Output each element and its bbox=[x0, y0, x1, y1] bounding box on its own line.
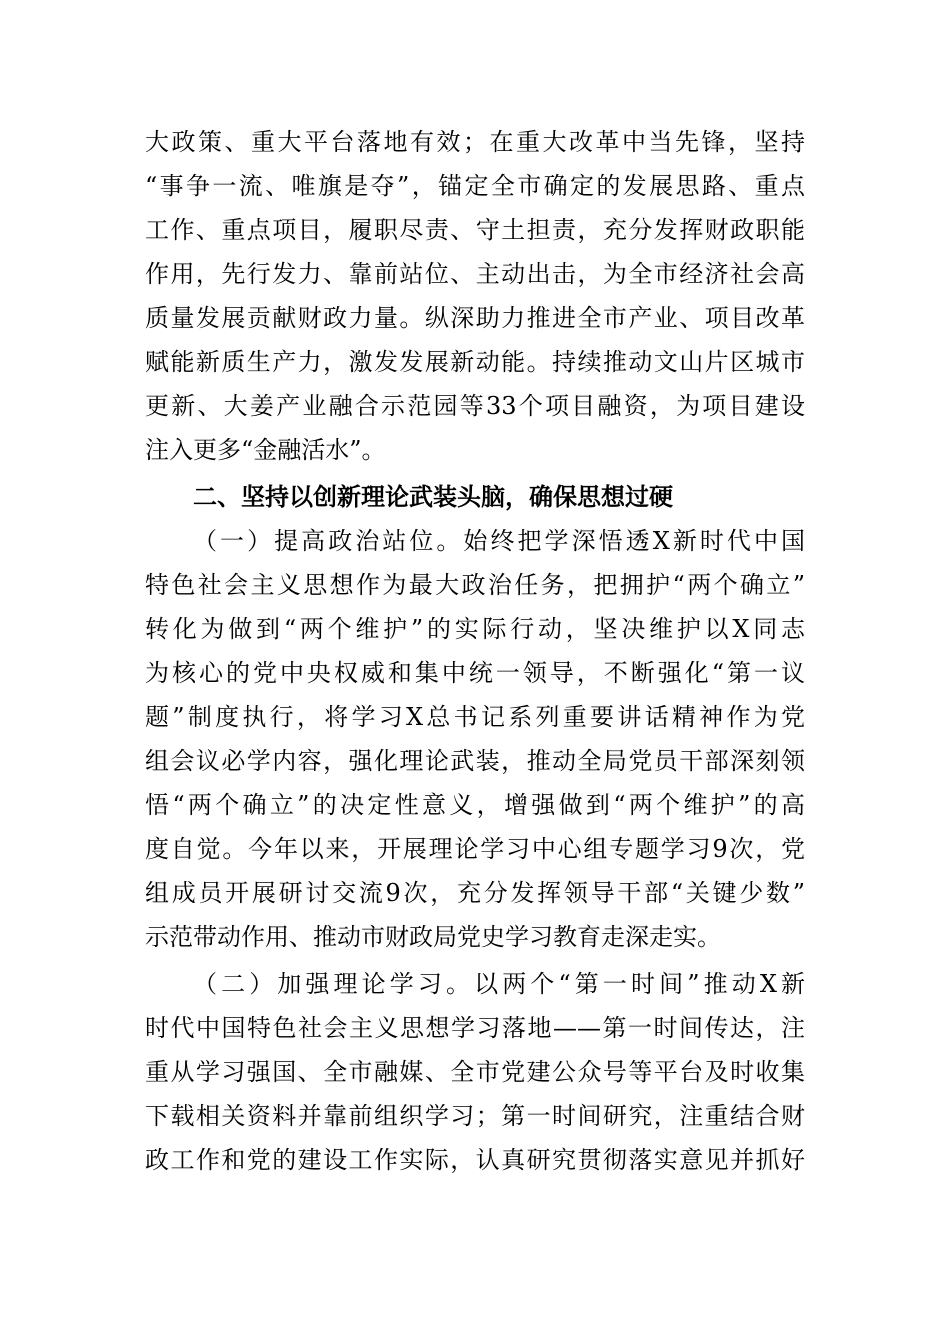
paragraph-lead: （二）加强理论学习。 bbox=[193, 970, 475, 998]
text-line: 赋能新质生产力，激发发展新动能。持续推动文山片区城市 bbox=[145, 348, 805, 376]
text-line: 度自觉。今年以来，开展理论学习中心组专题学习9次，党 bbox=[145, 835, 805, 863]
text-line: 时代中国特色社会主义思想学习落地——第一时间传达，注 bbox=[145, 1014, 805, 1042]
text-line: 作用，先行发力、靠前站位、主动出击，为全市经济社会高 bbox=[145, 260, 805, 288]
text-line: 转化为做到“两个维护”的实际行动，坚决维护以X同志 bbox=[145, 615, 805, 643]
text-line: 大政策、重大平台落地有效；在重大改革中当先锋，坚持 bbox=[145, 128, 805, 156]
text-line: 注入更多“金融活水”。 bbox=[145, 436, 386, 464]
paragraph-lead: （一）提高政治站位。 bbox=[193, 527, 464, 555]
paragraph-text: 以两个“第一时间”推动X新 bbox=[474, 970, 806, 998]
text-line: 重从学习强国、全市融媒、全市党建公众号等平台及时收集 bbox=[145, 1058, 805, 1086]
text-line: 组会议必学内容，强化理论武装，推动全局党员干部深刻领 bbox=[145, 747, 805, 775]
text-line: 为核心的党中央权威和集中统一领导，不断强化“第一议 bbox=[145, 659, 805, 687]
text-line: 更新、大姜产业融合示范园等33个项目融资，为项目建设 bbox=[145, 392, 805, 420]
text-line: 工作、重点项目，履职尽责、守土担责，充分发挥财政职能 bbox=[145, 216, 805, 244]
section-heading: 二、坚持以创新理论武装头脑，确保思想过硬 bbox=[193, 483, 673, 511]
text-line: 悟“两个确立”的决定性意义，增强做到“两个维护”的高 bbox=[145, 791, 805, 819]
text-line: 题”制度执行，将学习X总书记系列重要讲话精神作为党 bbox=[145, 703, 805, 731]
text-line: 特色社会主义思想作为最大政治任务，把拥护“两个确立” bbox=[145, 571, 805, 599]
text-line: 组成员开展研讨交流9次，充分发挥领导干部“关键少数” bbox=[145, 879, 805, 907]
text-line: 下载相关资料并靠前组织学习；第一时间研究，注重结合财 bbox=[145, 1102, 805, 1130]
text-line: 示范带动作用、推动市财政局党史学习教育走深走实。 bbox=[145, 923, 721, 951]
paragraph-first-line bbox=[193, 962, 805, 1006]
text-line: 政工作和党的建设工作实际，认真研究贯彻落实意见并抓好 bbox=[145, 1146, 805, 1174]
text-line: “事争一流、唯旗是夺”，锚定全市确定的发展思路、重点 bbox=[145, 172, 805, 200]
paragraph-text: 始终把学深悟透X新时代中国 bbox=[463, 527, 806, 555]
text-line: 质量发展贡献财政力量。纵深助力推进全市产业、项目改革 bbox=[145, 304, 805, 332]
paragraph-first-line bbox=[193, 519, 805, 563]
